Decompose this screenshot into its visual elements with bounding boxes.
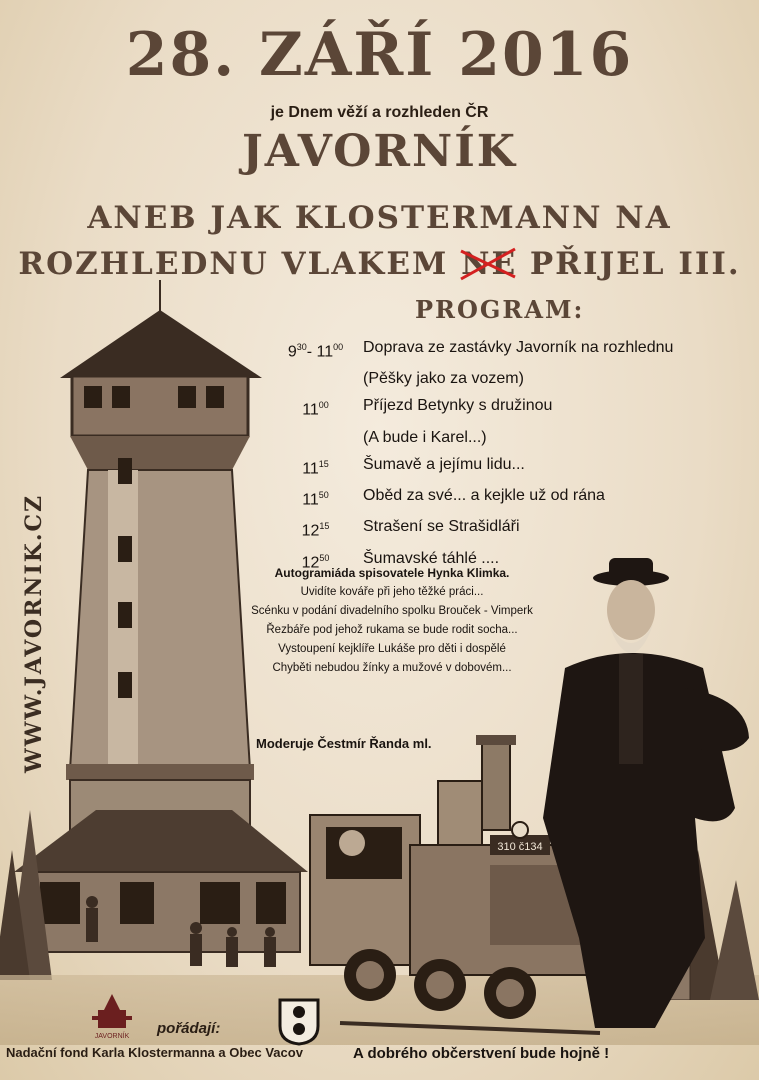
locomotive-plate: 310 č134 (497, 841, 543, 853)
organizers-text: Nadační fond Karla Klostermanna a Obec Vacov (6, 1045, 303, 1060)
schedule-row (268, 365, 738, 392)
event-date-title: 28. ZÁŘÍ 2016 (125, 20, 634, 90)
schedule-description: Doprava ze zastávky Javorník na rozhlednu (363, 339, 674, 356)
schedule-time (268, 482, 363, 513)
schedule-description: (A bude i Karel...) (363, 428, 487, 446)
javornik-logo (90, 992, 134, 1042)
headline-line-2-end: PŘIJEL III. (529, 246, 741, 282)
place-title: JAVORNÍK (241, 126, 518, 177)
organizers-label: pořádají: (157, 1020, 221, 1037)
schedule-time-time: 11 (302, 401, 319, 419)
schedule-time (268, 365, 363, 392)
extras-list (222, 564, 562, 678)
schedule-time (268, 424, 363, 451)
javornik-logo-text: JAVORNÍK (94, 1033, 130, 1040)
headline (0, 195, 759, 287)
schedule-row (268, 451, 738, 482)
schedule-description: Šumavské táhlé .... (363, 549, 500, 567)
schedule-time-time-sup: 30 (296, 342, 307, 352)
extras-heading: Autogramiáda spisovatele Hynka Klimka. (274, 566, 510, 580)
schedule-row (268, 482, 738, 513)
schedule-row (268, 513, 738, 544)
schedule-description: Šumavě a jejímu lidu... (363, 455, 525, 473)
website-url[interactable] (14, 470, 47, 773)
vacov-coat-of-arms (278, 998, 320, 1046)
schedule-time-time: 12 (301, 522, 320, 540)
refreshments-note: A dobrého občerstvení bude hojně ! (353, 1045, 610, 1062)
schedule-time-time: 12 (301, 553, 320, 571)
schedule-row (268, 424, 738, 451)
struck-word (461, 241, 517, 287)
headline-line-1: ANEB JAK KLOSTERMANN NA (87, 200, 672, 236)
klostermann-portrait (535, 558, 759, 1028)
extras-line: Uvidíte kováře při jeho těžké práci... (300, 586, 484, 598)
extras-line: Chyběti nebudou žínky a mužové v dobovém... (272, 662, 512, 674)
headline-line-2-start: ROZHLEDNU VLAKEM (18, 246, 449, 282)
event-subtitle: je Dnem věží a rozhleden ČR (270, 104, 489, 121)
extras-line: Scénku v podání divadelního spolku Brouček - Vimperk (251, 605, 533, 617)
moderator-text: Moderuje Čestmír Řanda ml. (256, 736, 432, 751)
schedule-time-time-sup: 50 (318, 489, 329, 500)
schedule-time-time-sup: 50 (319, 552, 330, 563)
schedule-time-time-end: - 11 (306, 343, 334, 361)
schedule-time (268, 451, 363, 482)
struck-word-text: NE (461, 246, 518, 282)
program-title: PROGRAM: (415, 295, 585, 324)
schedule-time-time-sup: 00 (318, 400, 329, 411)
schedule-time-time: 11 (302, 491, 319, 509)
forest-left (0, 780, 70, 980)
schedule-time-time: 9 (287, 343, 297, 361)
website-url-text: WWW.JAVORNIK.CZ (21, 493, 47, 773)
schedule-row (268, 392, 738, 423)
schedule-time (268, 392, 363, 423)
schedule-time-time-sup: 15 (318, 458, 329, 469)
schedule-time (268, 513, 363, 544)
schedule-time-time-end-sup: 00 (333, 342, 344, 352)
schedule-time (268, 334, 363, 365)
schedule-time-time: 11 (302, 459, 319, 477)
extras-line: Řezbáře pod jehož rukama se bude rodit socha... (266, 624, 518, 636)
schedule-description: Příjezd Betynky s družinou (363, 397, 553, 415)
schedule-description: Strašení se Strašidláři (363, 518, 520, 536)
schedule-description: (Pěšky jako za vozem) (363, 370, 524, 388)
schedule-row (268, 334, 738, 365)
program-schedule (268, 334, 738, 576)
schedule-time-time-sup: 15 (319, 521, 330, 532)
schedule-description: Oběd za své... a kejkle už od rána (363, 486, 605, 504)
red-strike-icon (457, 245, 519, 283)
extras-line: Vystoupení kejklíře Lukáše pro děti i dospělé (278, 643, 506, 655)
